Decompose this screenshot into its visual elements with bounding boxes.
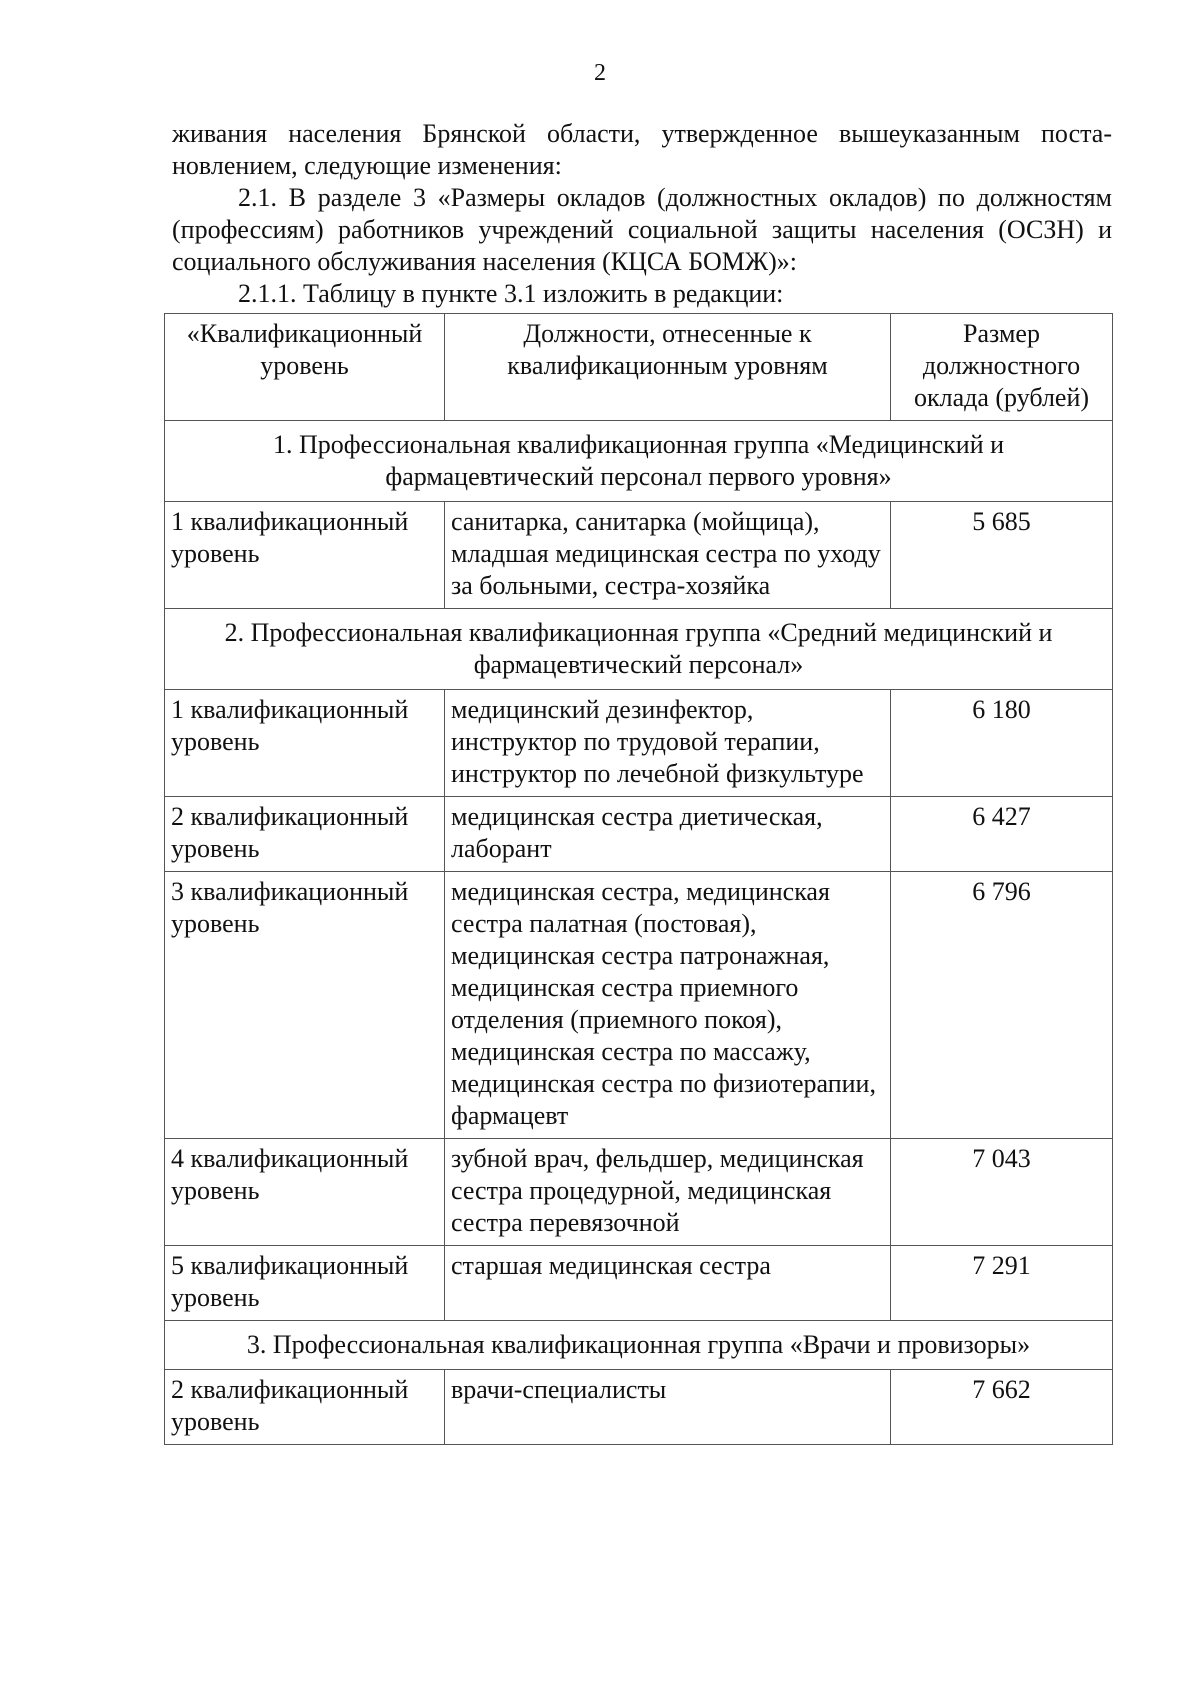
salary-table-container [164, 313, 1112, 1445]
group-title: 3. Профессиональная квалификационная группа «Врачи и провизоры» [165, 1321, 1113, 1370]
cell-positions: медицинская сестра, медицинская сестра палатная (постовая), медицинская сестра патронажная, медицинская сестра приемного отделения (приемного покоя), медицинская сестра по массажу, медицинская сестра по физиотерапии, фармацевт [445, 872, 891, 1139]
table-row [165, 502, 1113, 609]
header-positions: Должности, отнесенные к квалификационным уровням [445, 314, 891, 421]
salary-table [164, 313, 1113, 1445]
table-row [165, 797, 1113, 872]
cell-positions: санитарка, санитарка (мойщица), младшая медицинская сестра по уходу за больными, сестра-хозяйка [445, 502, 891, 609]
cell-level: 4 квалификационный уровень [165, 1139, 445, 1246]
cell-positions: медицинская сестра диетическая, лаборант [445, 797, 891, 872]
table-row [165, 872, 1113, 1139]
intro-text [172, 118, 1112, 310]
cell-salary: 6 180 [891, 690, 1113, 797]
table-header-row [165, 314, 1113, 421]
cell-level: 2 квалификационный уровень [165, 1370, 445, 1445]
header-level: «Квалификационный уровень [165, 314, 445, 421]
cell-salary: 5 685 [891, 502, 1113, 609]
group-title: 1. Профессиональная квалификационная группа «Медицинский и фармацевтический персонал первого уровня» [165, 421, 1113, 502]
cell-level: 5 квалификационный уровень [165, 1246, 445, 1321]
group-row [165, 609, 1113, 690]
header-salary: Размер должностного оклада (рублей) [891, 314, 1113, 421]
cell-positions: врачи-специалисты [445, 1370, 891, 1445]
cell-positions: зубной врач, фельдшер, медицинская сестра процедурной, медицинская сестра перевязочной [445, 1139, 891, 1246]
cell-level: 1 квалификационный уровень [165, 502, 445, 609]
page-number: 2 [594, 60, 606, 86]
cell-salary: 7 662 [891, 1370, 1113, 1445]
cell-salary: 6 427 [891, 797, 1113, 872]
intro-line-2: новлением, следующие изменения: [172, 151, 562, 180]
group-row [165, 421, 1113, 502]
cell-salary: 7 291 [891, 1246, 1113, 1321]
cell-positions: старшая медицинская сестра [445, 1246, 891, 1321]
cell-salary: 6 796 [891, 872, 1113, 1139]
cell-positions: медицинский дезинфектор, инструктор по трудовой терапии, инструктор по лечебной физкультуре [445, 690, 891, 797]
cell-salary: 7 043 [891, 1139, 1113, 1246]
cell-level: 2 квалификационный уровень [165, 797, 445, 872]
cell-level: 3 квалификационный уровень [165, 872, 445, 1139]
table-row [165, 1139, 1113, 1246]
paragraph-2-1: 2.1. В разделе 3 «Размеры окладов (должностных окладов) по должностям (профессиям) работников учреждений социальной защиты населения (ОСЗН) и социального обслуживания населения (КЦСА БОМЖ)»: [172, 183, 1112, 276]
table-row [165, 1370, 1113, 1445]
table-row [165, 1246, 1113, 1321]
table-row [165, 690, 1113, 797]
paragraph-2-1-1: 2.1.1. Таблицу в пункте 3.1 изложить в редакции: [238, 279, 784, 308]
intro-line-1: живания населения Брянской области, утвержденное вышеуказанным поста- [172, 119, 1112, 148]
group-title: 2. Профессиональная квалификационная группа «Средний медицинский и фармацевтический персонал» [165, 609, 1113, 690]
cell-level: 1 квалификационный уровень [165, 690, 445, 797]
group-row [165, 1321, 1113, 1370]
